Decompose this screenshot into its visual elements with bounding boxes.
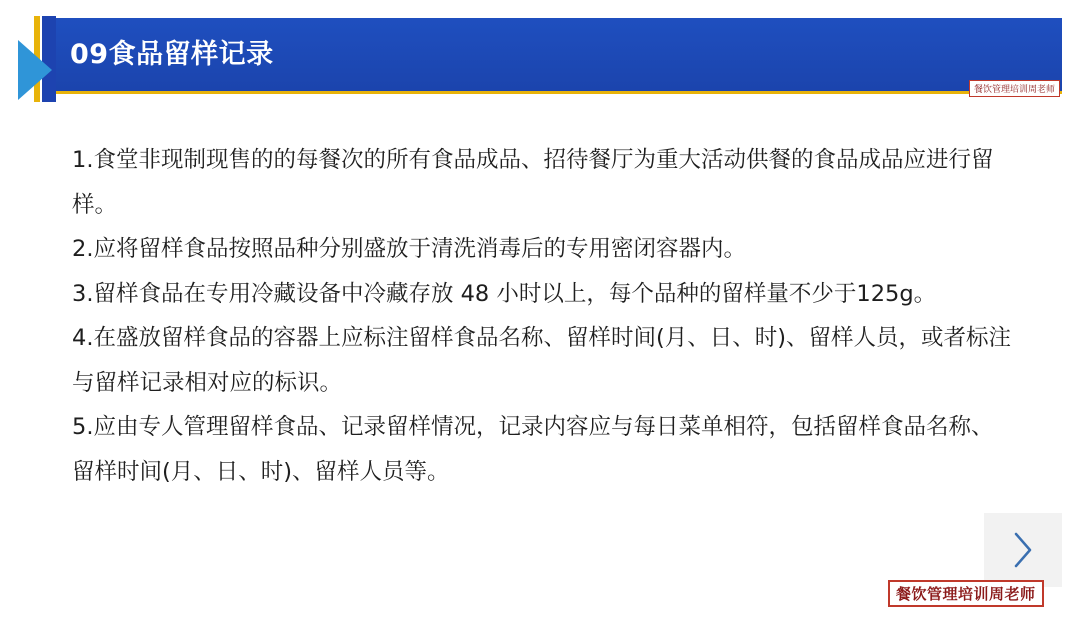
paragraph-1: 1.食堂非现制现售的的每餐次的所有食品成品、招待餐厅为重大活动供餐的食品成品应进行留样。 [72,147,994,218]
watermark-stamp-small: 餐饮管理培训周老师 [969,80,1060,97]
slide-content [72,138,1012,494]
title-banner [56,18,1062,94]
paragraph-5: 5.应由专人管理留样食品、记录留样情况，记录内容应与每日菜单相符，包括留样食品名称、留样时间(月、日、时)、留样人员等。 [72,414,994,485]
next-slide-button[interactable] [984,513,1062,587]
watermark-stamp-large: 餐饮管理培训周老师 [888,580,1044,607]
slide-title: 09食品留样记录 [70,39,274,70]
paragraph-2: 2.应将留样食品按照品种分别盛放于清洗消毒后的专用密闭容器内。 [72,236,746,262]
accent-triangle-icon [18,40,52,100]
paragraph-3: 3.留样食品在专用冷藏设备中冷藏存放 48 小时以上，每个品种的留样量不少于125g。 [72,280,937,307]
chevron-right-icon [1010,530,1036,570]
paragraph-4: 4.在盛放留样食品的容器上应标注留样食品名称、留样时间(月、日、时)、留样人员，或者标注与留样记录相对应的标识。 [72,325,1012,396]
